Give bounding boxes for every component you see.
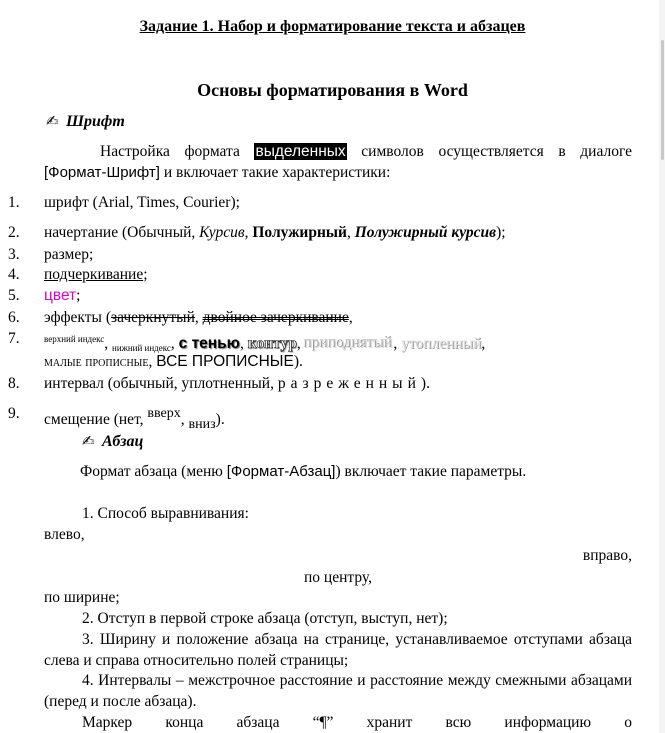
align-left-sample: влево,	[44, 526, 85, 543]
font-section-label: Шрифт	[66, 113, 125, 130]
font-dialog-reference: [Формат-Шрифт]	[44, 164, 160, 181]
selected-word-highlight: выделенных	[255, 143, 346, 160]
paragraph-intro: Формат абзаца (меню [Формат-Абзац]) включает такие параметры.	[80, 463, 527, 480]
font-intro-paragraph: Настройка формата выделенных символов осуществляется в диалоге [Формат-Шрифт] и включает такие характеристики:	[44, 143, 632, 181]
font-section-heading	[46, 112, 125, 131]
scrollbar-track[interactable]	[659, 0, 665, 733]
color-sample: цвет	[44, 287, 77, 304]
paragraph-marker-text: Маркер конца абзаца “¶” хранит всю информацию о	[82, 714, 632, 731]
para-item-2: 2. Отступ в первой строке абзаца (отступ, выступ, нет);	[82, 610, 448, 627]
align-center-sample: по центру,	[304, 569, 372, 586]
writing-hand-icon: ✍	[46, 112, 59, 130]
para-item-4: 4. Интервалы – межстрочное расстояние и расстояние между смежными абзацами (перед и после абзаца).	[44, 672, 632, 710]
align-justify-sample: по ширине;	[44, 589, 120, 606]
paragraph-dialog-reference: [Формат-Абзац]	[226, 463, 336, 480]
document-heading: Основы форматирования в Word	[197, 80, 468, 100]
list-item-continuation: малые прописные, ВСЕ ПРОПИСНЫЕ).	[44, 353, 303, 370]
align-right-sample: вправо,	[582, 547, 632, 564]
writing-hand-icon: ✍	[82, 432, 95, 450]
paragraph-section-label: Абзац	[102, 433, 144, 450]
document-title: Задание 1. Набор и форматирование текста и абзацев	[139, 18, 526, 35]
para-item-3: 3. Ширину и положение абзаца на странице, устанавливаемое отступами абзаца слева и справа относительно полей страницы;	[44, 631, 632, 669]
align-heading: 1. Способ выравнивания:	[82, 505, 249, 522]
paragraph-section-heading	[82, 432, 143, 451]
